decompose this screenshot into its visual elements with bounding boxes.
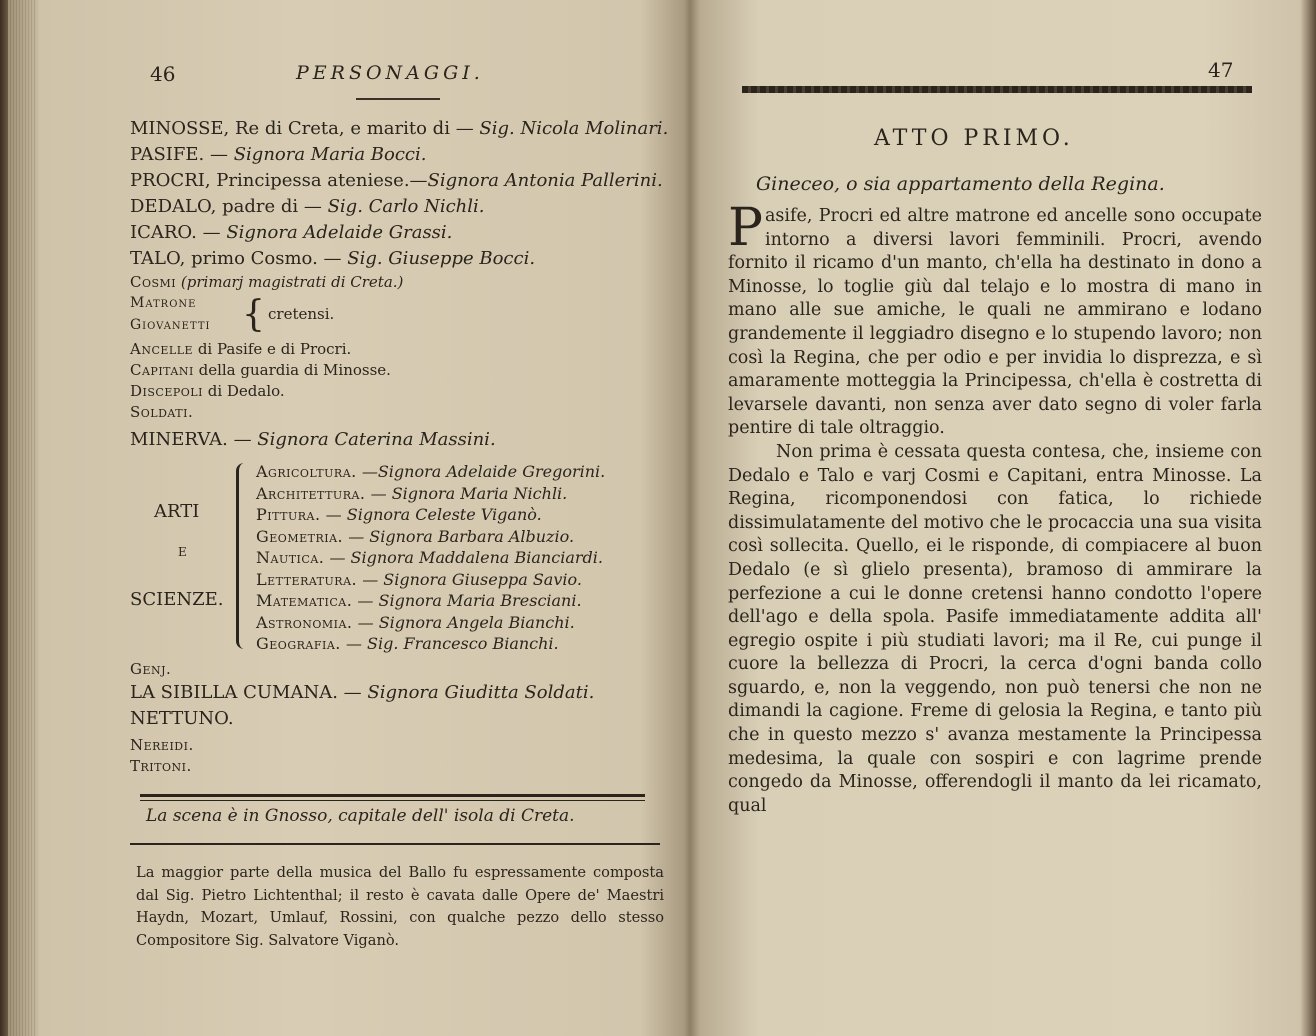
art-name: Nautica.	[256, 548, 325, 567]
role-name: Giovanetti	[130, 317, 211, 333]
cosmi-row	[130, 272, 675, 293]
brace-group	[130, 293, 675, 339]
role-name: MINOSSE, Re di Creta, e marito di	[130, 118, 450, 139]
ornamental-rule	[742, 86, 1252, 93]
minor-role-row	[130, 360, 675, 381]
divider	[140, 800, 645, 801]
paragraph: Non prima è cessata questa contesa, che, insieme con Dedalo e Talo e varj Cosmi e Capitani, entra Minosse. La Regina, ricomponendosi con fatica, lo richiede dissimulatamente del motivo che le procaccia una sua visita così sollecita. Quello, ei le risponde, di compiacere al buon Dedalo (e sì glielo presenta), bramoso di ammirare la perfezione a cui le donne cretensi hanno condotto l'opere dell'ago e della spola. Pasife immediatamente addita all' egregio ospite i più studiati lavori; ma il Re, cui punge il cuore la bellezza di Procri, la cerca d'ogni banda collo sguardo, e, non la veggendo, non può tenersi che non ne dimandi la cagione. Freme di gelosia la Regina, e tanto più che in questo mezzo s' avanza mestamente la Principessa medesima, la quale con sospiri e con lagrime prende congedo da Minosse, offerendogli il manto da lei ricamato, qual	[728, 441, 1262, 816]
performer-name: — Signora Giuditta Soldati.	[343, 682, 595, 703]
performer-name: — Signora Maria Nichli.	[370, 483, 568, 503]
performer-name: — Sig. Giuseppe Bocci.	[323, 248, 536, 269]
role-note: di Pasife e di Procri.	[197, 340, 352, 358]
art-name: Pittura.	[256, 505, 321, 524]
paragraph-text: asife, Procri ed altre matrone ed ancelle sono occupate intorno a diversi lavori femminili. Procri, avendo fornito il ricamo d'un manto, ch'ella ha destinato in dono a Minosse, lo toglie giù dal telajo e lo mostra di mano in mano alle sue amiche, le quali ne ammirano e lodano grandemente il leggiadro disegno e lo stupendo lavoro; non così la Regina, che per odio e per invidia lo disprezza, e sì amaramente motteggia la Principessa, ch'ella è costretta di levarsele davanti, non senza aver dato segno di voler farla pentire di tale oltraggio.	[728, 206, 1262, 439]
art-name: Matematica.	[256, 591, 353, 610]
role-name: Matrone	[130, 295, 197, 311]
performer-name: — Sig. Nicola Molinari.	[455, 118, 669, 139]
art-name: Agricoltura.	[256, 462, 357, 481]
cast-list	[130, 116, 675, 777]
arti-row	[256, 483, 605, 505]
role-name: ICARO.	[130, 222, 197, 243]
group-label: ARTI	[154, 501, 200, 522]
cast-row	[130, 220, 675, 246]
arti-row	[256, 547, 605, 569]
divider	[140, 794, 645, 797]
role-name: Capitani	[130, 361, 194, 379]
cast-row	[130, 194, 675, 220]
performer-name: — Signora Maria Bocci.	[209, 144, 427, 165]
role-name: Discepoli	[130, 382, 203, 400]
arti-group	[130, 461, 675, 653]
role-note: (primarj magistrati di Creta.)	[180, 273, 404, 291]
arti-row	[256, 612, 605, 634]
arti-row	[256, 590, 605, 612]
role-name: DEDALO, padre di	[130, 196, 299, 217]
body-text	[728, 198, 1262, 818]
minor-role-row	[130, 381, 675, 402]
performer-name: — Signora Barbara Albuzio.	[348, 526, 575, 546]
performer-name: — Signora Adelaide Grassi.	[202, 222, 453, 243]
cast-row	[130, 246, 675, 272]
paragraph	[728, 198, 1262, 441]
performer-name: — Sig. Francesco Bianchi.	[345, 634, 559, 653]
scene-line: La scena è in Gnosso, capitale dell' isola di Creta.	[146, 806, 575, 826]
arti-row	[256, 633, 605, 655]
music-note: La maggior parte della musica del Ballo fu espressamente composta dal Sig. Pietro Lichtenthal; il resto è cavata dalle Opere de' Maestri Haydn, Mozart, Umlauf, Rossini, con qualche pezzo dello stesso Compositore Sig. Salvatore Viganò.	[136, 864, 664, 949]
role-name: TALO, primo Cosmo.	[130, 248, 318, 269]
role-name: PASIFE.	[130, 144, 205, 165]
performer-name: — Signora Celeste Viganò.	[325, 505, 542, 524]
page-number: 47	[1208, 58, 1234, 82]
art-name: Geografia.	[256, 634, 341, 653]
performer-name: —Signora Antonia Pallerini.	[409, 170, 663, 191]
role-name: Cosmi	[130, 273, 177, 291]
arti-row	[256, 526, 605, 548]
art-name: Geometria.	[256, 526, 344, 546]
role-name: Soldati.	[130, 403, 194, 421]
minor-role-row	[130, 756, 675, 777]
role-name: MINERVA.	[130, 429, 228, 450]
minor-role-row	[130, 339, 675, 360]
performer-name: — Sig. Carlo Nichli.	[303, 196, 485, 217]
arti-row	[256, 504, 605, 526]
running-head: PERSONAGGI.	[296, 62, 484, 84]
page-number: 46	[150, 62, 176, 86]
performer-name: —Signora Adelaide Gregorini.	[361, 462, 606, 481]
role-name: Nereidi.	[130, 736, 194, 754]
role-note: di Dedalo.	[207, 382, 285, 400]
performer-name: — Signora Maddalena Bianciardi.	[329, 548, 603, 567]
minor-role-row	[130, 735, 675, 756]
page-edges	[8, 0, 36, 1036]
group-label: SCIENZE.	[130, 589, 224, 610]
cast-row	[130, 680, 675, 706]
arti-row	[256, 569, 605, 591]
brace-label: cretensi.	[268, 305, 335, 323]
group-label: E	[178, 545, 187, 559]
art-name: Letteratura.	[256, 569, 358, 589]
cast-row	[130, 142, 675, 168]
performer-name: — Signora Angela Bianchi.	[357, 612, 575, 632]
divider	[130, 843, 660, 845]
geni-row	[130, 659, 675, 680]
head-rule	[356, 98, 440, 100]
role-name: PROCRI, Principessa ateniese.	[130, 170, 410, 191]
right-page	[690, 0, 1316, 1036]
setting-line: Gineceo, o sia appartamento della Regina.	[756, 173, 1165, 195]
cast-row	[130, 168, 675, 194]
cast-row	[130, 427, 675, 453]
drop-cap: P	[728, 198, 763, 258]
role-name: Genj.	[130, 660, 172, 678]
act-title: ATTO PRIMO.	[874, 126, 1074, 151]
cast-row	[130, 116, 675, 142]
art-name: Architettura.	[256, 483, 366, 503]
brace-icon	[236, 463, 250, 649]
performer-name: — Signora Giuseppa Savio.	[362, 569, 582, 589]
role-name: NETTUNO.	[130, 708, 234, 729]
performer-name: — Signora Caterina Massini.	[233, 429, 496, 450]
role-name: LA SIBILLA CUMANA.	[130, 682, 338, 703]
performer-name: — Signora Maria Bresciani.	[357, 591, 582, 610]
role-name: Tritoni.	[130, 757, 192, 775]
arti-list	[256, 461, 605, 655]
role-note: della guardia di Minosse.	[198, 361, 391, 379]
minor-role-row	[130, 402, 675, 423]
brace-icon: {	[242, 294, 265, 335]
cast-row	[130, 706, 675, 732]
role-name: Ancelle	[130, 340, 194, 358]
arti-row	[256, 461, 605, 483]
art-name: Astronomia.	[256, 612, 353, 632]
